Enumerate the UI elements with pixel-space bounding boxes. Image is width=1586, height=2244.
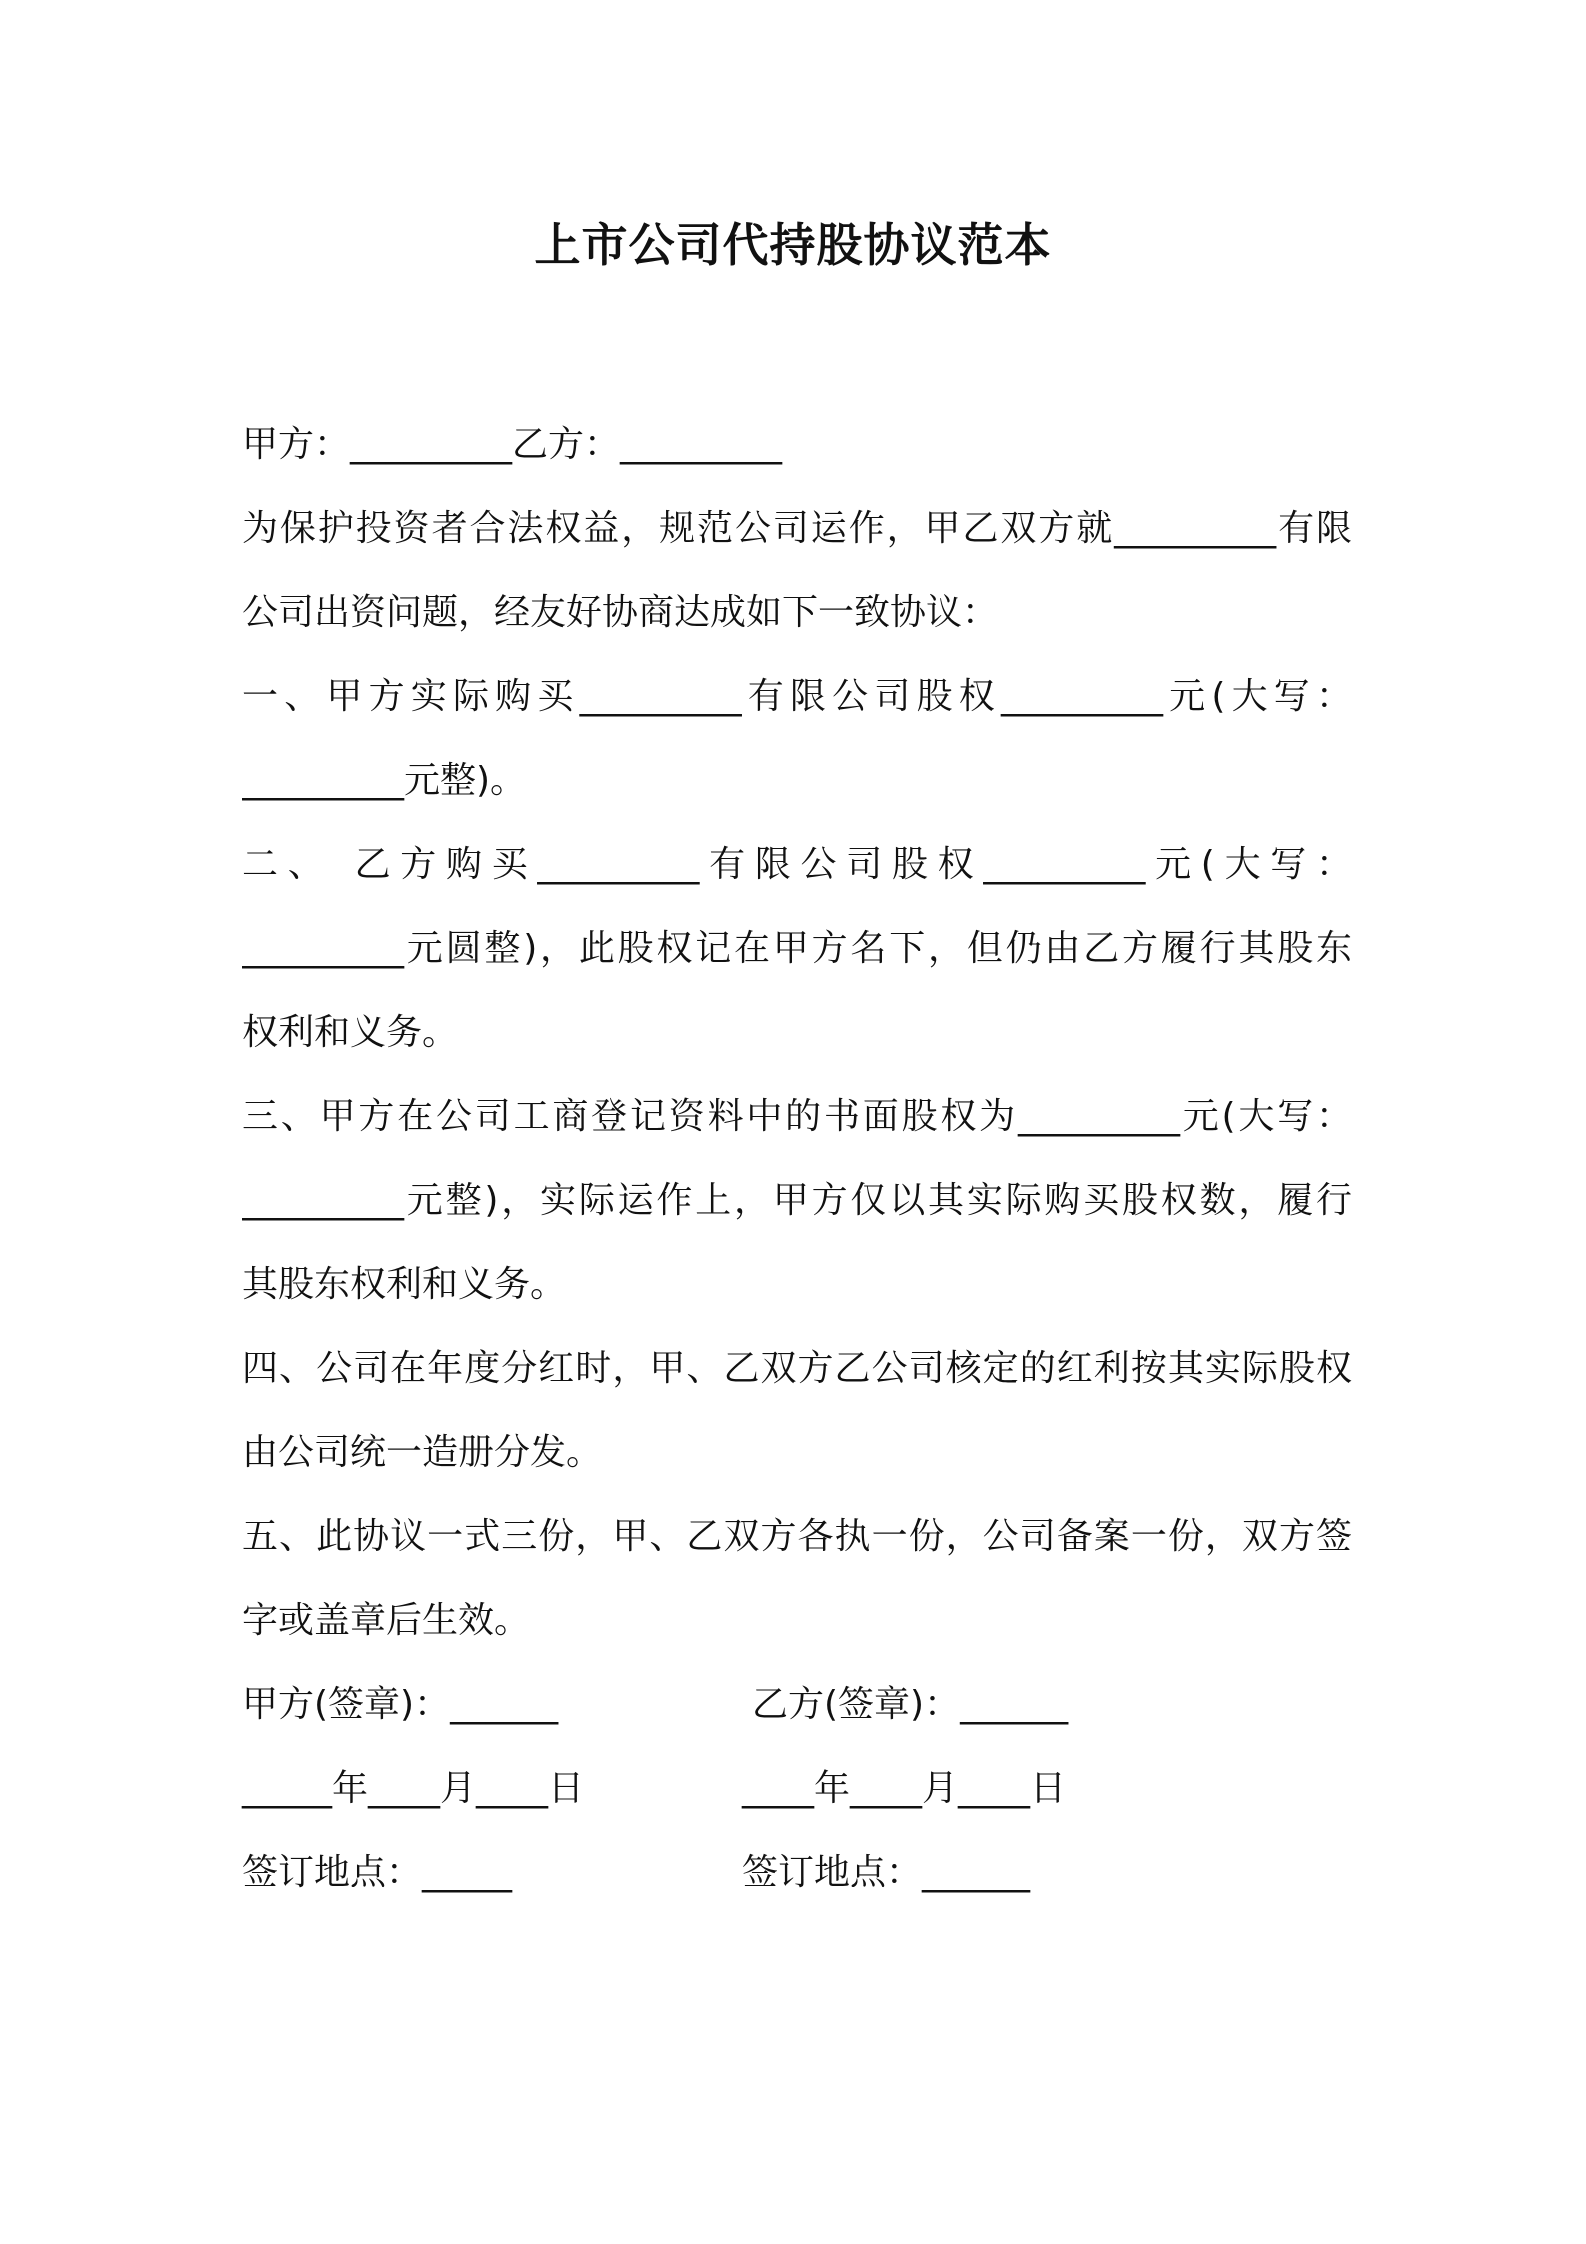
document-body (242, 403, 1352, 1915)
clause-line: _________元圆整)，此股权记在甲方名下，但仍由乙方履行其股东 (242, 928, 1352, 969)
clause-4 (242, 1327, 1352, 1495)
clause-line: 四、公司在年度分红时，甲、乙双方乙公司核定的红利按其实际股权 (242, 1348, 1352, 1389)
date-row (242, 1747, 1352, 1831)
place-row (242, 1831, 1352, 1915)
clause-line: 由公司统一造册分发。 (242, 1432, 603, 1473)
clause-1 (242, 655, 1352, 823)
party-b-place: 签订地点：______ (742, 1852, 1031, 1893)
clause-2 (242, 823, 1352, 1075)
clause-line: _________元整)。 (242, 760, 527, 801)
clause-line: _________元整)，实际运作上，甲方仅以其实际购买股权数，履行 (242, 1180, 1352, 1221)
clause-line: 三、甲方在公司工商登记资料中的书面股权为_________元(大写： (242, 1096, 1352, 1137)
party-b-date: ____年____月____日 (742, 1768, 1067, 1809)
clause-line: 字或盖章后生效。 (242, 1600, 531, 1641)
clause-3 (242, 1075, 1352, 1327)
clause-line: 一、甲方实际购买_________有限公司股权_________元(大写： (242, 676, 1352, 717)
party-a-date: _____年____月____日 (242, 1768, 584, 1809)
signature-block (242, 1663, 1352, 1915)
preamble-line: 为保护投资者合法权益，规范公司运作，甲乙双方就_________有限 (242, 508, 1352, 549)
preamble-line: 公司出资问题，经友好协商达成如下一致协议： (242, 592, 999, 633)
signature-row (242, 1663, 1352, 1747)
clause-5 (242, 1495, 1352, 1663)
party-a-place: 签订地点：_____ (242, 1852, 513, 1893)
preamble (242, 487, 1352, 655)
parties-line: 甲方：_________乙方：_________ (242, 424, 783, 465)
clause-line: 其股东权利和义务。 (242, 1264, 567, 1305)
clause-line: 二、 乙方购买_________有限公司股权_________元(大写： (242, 844, 1352, 885)
clause-line: 五、此协议一式三份，甲、乙双方各执一份，公司备案一份，双方签 (242, 1516, 1352, 1557)
clause-line: 权利和义务。 (242, 1012, 459, 1053)
document-title: 上市公司代持股协议范本 (534, 218, 1052, 272)
party-a-signature: 甲方(签章)：______ (242, 1684, 559, 1725)
party-b-signature: 乙方(签章)：______ (752, 1684, 1069, 1725)
